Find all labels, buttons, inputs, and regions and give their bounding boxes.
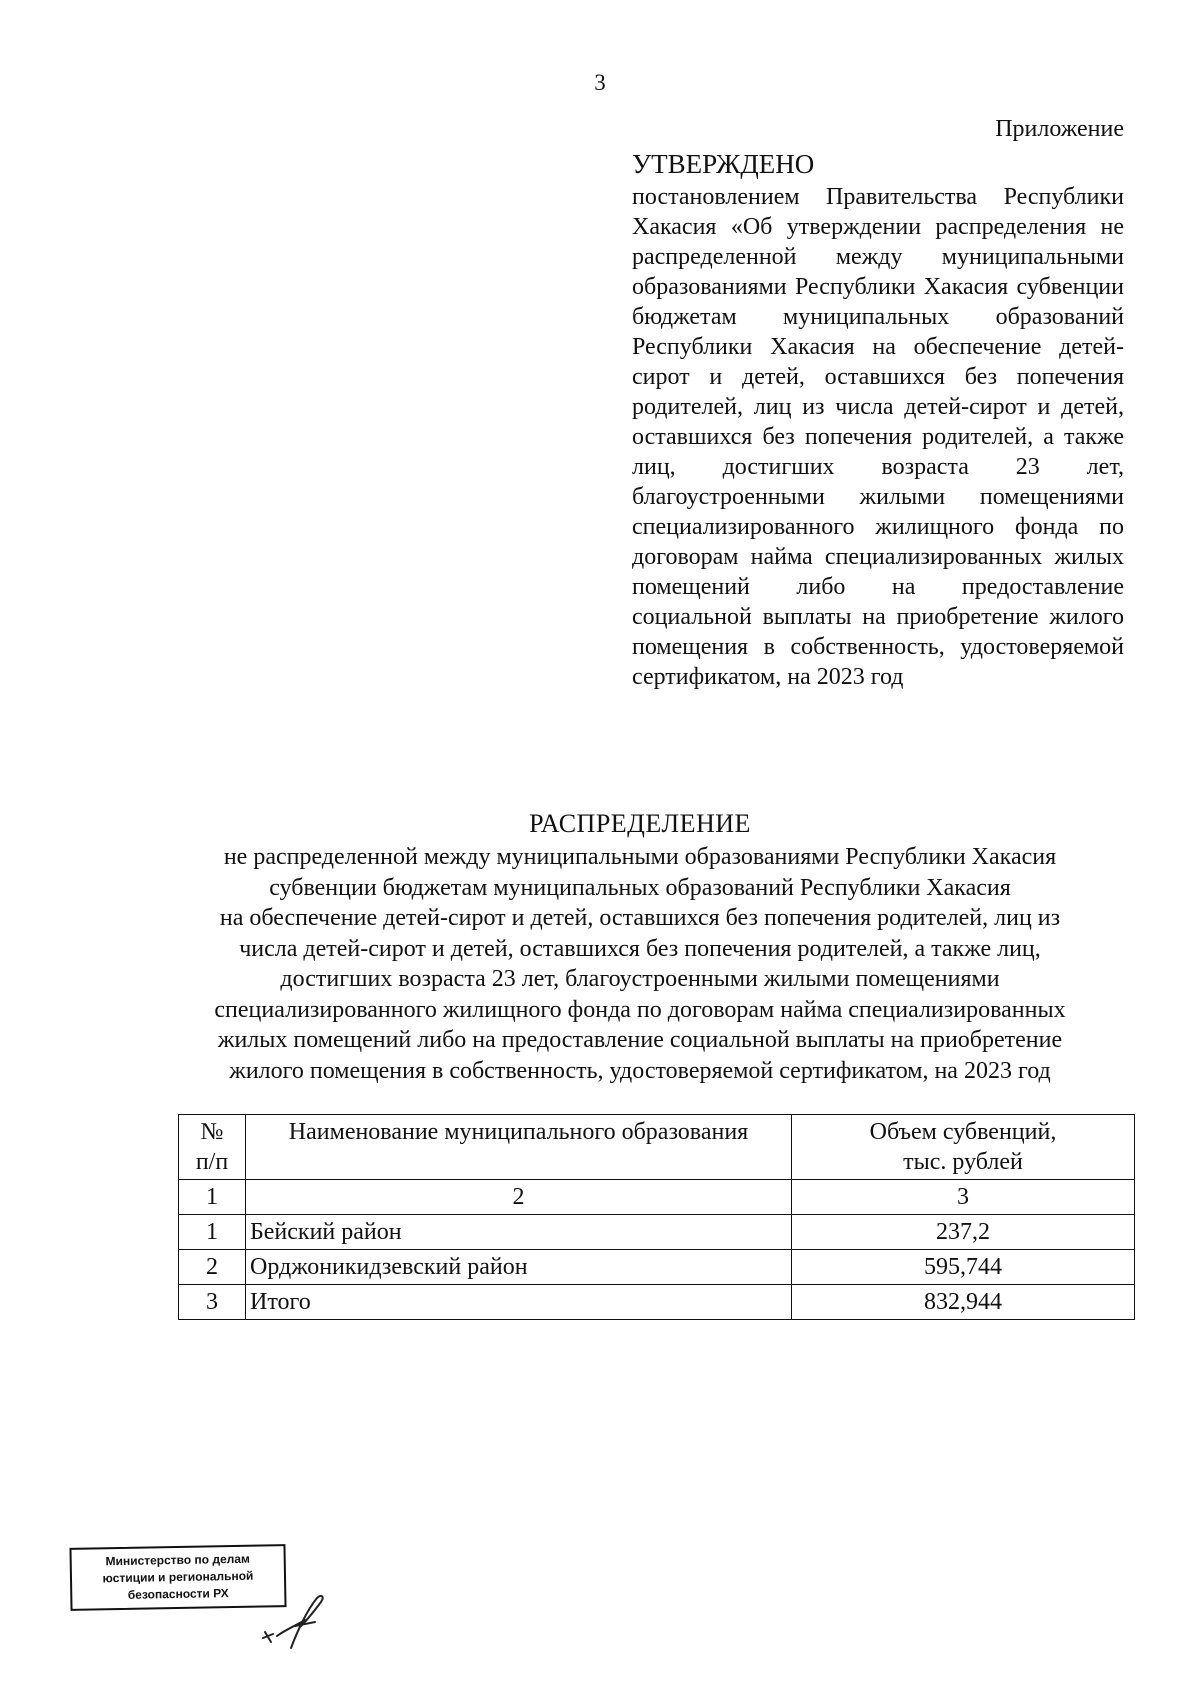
municipality-name: Бейский район	[246, 1215, 792, 1250]
header-name: Наименование муниципального образования	[246, 1115, 792, 1180]
column-number: 2	[246, 1180, 792, 1215]
ministry-stamp	[69, 1544, 286, 1611]
distribution-table	[178, 1114, 1135, 1320]
subvention-amount: 237,2	[792, 1215, 1135, 1250]
subtitle-line: жилых помещений либо на предоставление социальной выплаты на приобретение	[217, 1027, 1063, 1053]
document-title: РАСПРЕДЕЛЕНИЕ	[529, 809, 751, 838]
header-number-line2: п/п	[195, 1149, 229, 1175]
column-number: 1	[179, 1180, 246, 1215]
table-row	[179, 1285, 1135, 1320]
subtitle-line: жилого помещения в собственность, удостоверяемой сертификатом, на 2023 год	[229, 1057, 1051, 1084]
column-number-row	[179, 1180, 1135, 1215]
document-subtitle	[160, 842, 1120, 1086]
appendix-label: Приложение	[995, 116, 1124, 142]
row-number: 2	[179, 1250, 246, 1285]
stamp-line: юстиции и региональной	[102, 1568, 254, 1586]
subtitle-line: достигших возраста 23 лет, благоустроенными жилыми помещениями	[280, 966, 1000, 992]
subtitle-line: на обеспечение детей-сирот и детей, оставшихся без попечения родителей, лиц из	[219, 905, 1061, 931]
subtitle-line: не распределенной между муниципальными образованиями Республики Хакасия	[223, 844, 1057, 870]
subvention-amount: 595,744	[792, 1250, 1135, 1285]
stamp-line: безопасности РХ	[127, 1586, 229, 1602]
subtitle-line: числа детей-сирот и детей, оставшихся без попечения родителей, а также лиц,	[239, 935, 1041, 962]
header-number	[179, 1115, 246, 1180]
header-number-line1: №	[200, 1119, 224, 1145]
subtitle-line: субвенции бюджетам муниципальных образований Республики Хакасия	[269, 874, 1011, 901]
approval-block	[632, 114, 1124, 692]
approved-heading: УТВЕРЖДЕНО	[632, 149, 815, 179]
table-row	[179, 1215, 1135, 1250]
handwritten-signature	[255, 1586, 345, 1666]
row-number: 1	[179, 1215, 246, 1250]
municipality-name: Орджоникидзевский район	[246, 1250, 792, 1285]
document-title-block	[160, 808, 1120, 1086]
subvention-amount: 832,944	[792, 1285, 1135, 1320]
header-amount	[792, 1115, 1135, 1180]
table-header-row	[179, 1115, 1135, 1180]
row-number: 3	[179, 1285, 246, 1320]
approval-text: постановлением Правительства Республики Хакасия «Об утверждении распределения не распределенной между муниципальными образованиями Республики Хакасия субвенции бюджетам муниципальных образований Республики Хакасия на обеспечение детей-сирот и детей, оставшихся без попечения родителей, лиц из числа детей-сирот и детей, оставшихся без попечения родителей, а также лиц, достигших возраста 23 лет, благоустроенными жилыми помещениями специализированного жилищного фонда по договорам найма специализированных жилых помещений либо на предоставление социальной выплаты на приобретение жилого помещения в собственность, удостоверяемой сертификатом, на 2023 год	[632, 184, 1124, 690]
table-row	[179, 1250, 1135, 1285]
subtitle-line: специализированного жилищного фонда по договорам найма специализированных	[214, 996, 1066, 1023]
municipality-name: Итого	[246, 1285, 792, 1320]
header-amount-line1: Объем субвенций,	[869, 1119, 1057, 1145]
page-number: 3	[594, 70, 606, 95]
stamp-line: Министерство по делам	[105, 1551, 250, 1569]
header-amount-line2: тыс. рублей	[903, 1149, 1023, 1175]
column-number: 3	[792, 1180, 1135, 1215]
